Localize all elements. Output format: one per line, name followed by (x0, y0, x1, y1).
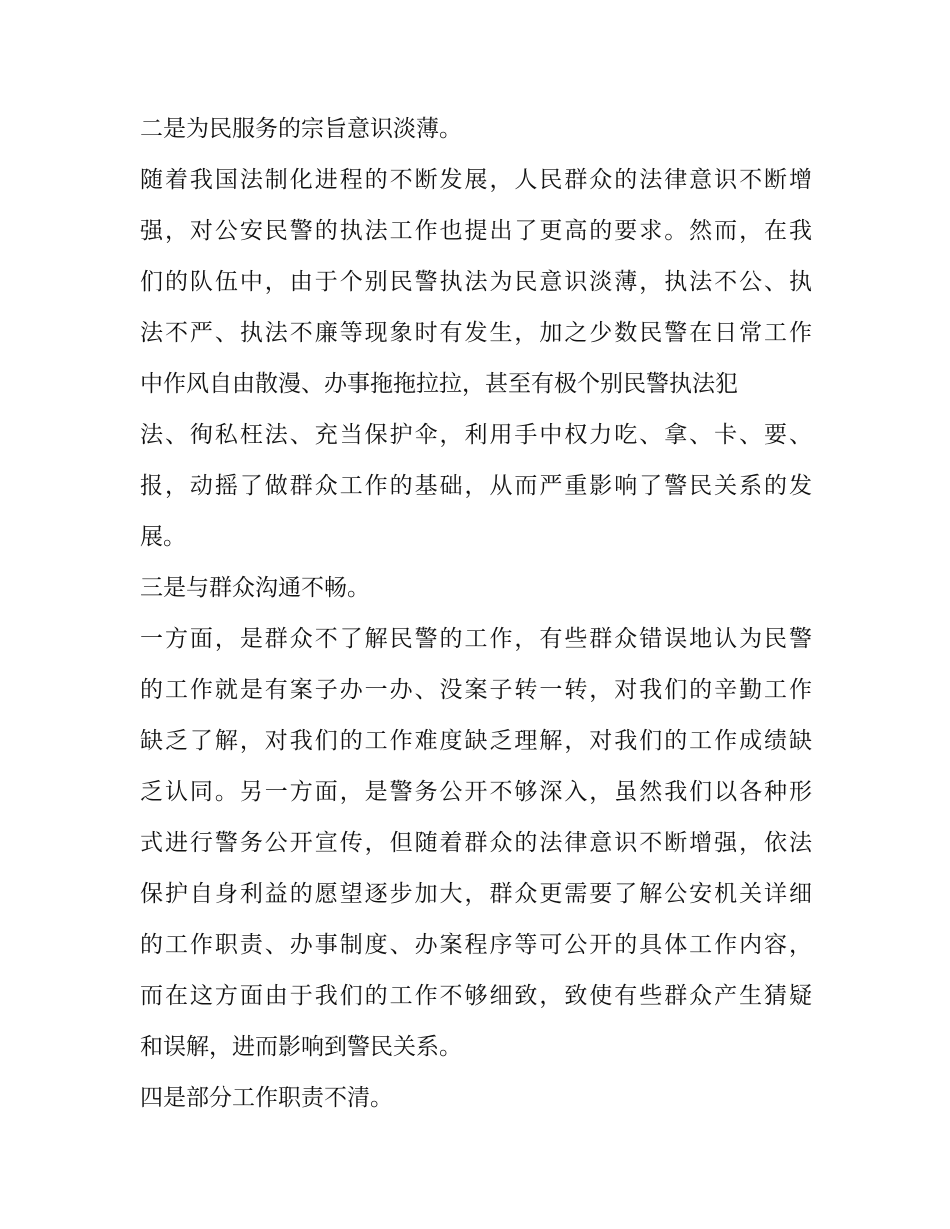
text-line: 的工作就是有案子办一办、没案子转一转，对我们的辛勤工作 (140, 677, 812, 703)
text-line: 四是部分工作职责不清。 (140, 1085, 393, 1111)
text-line: 中作风自由散漫、办事拖拖拉拉，甚至有极个别民警执法犯 (140, 371, 738, 397)
text-line: 式进行警务公开宣传，但随着群众的法律意识不断增强，依法 (140, 830, 812, 856)
text-line: 一方面，是群众不了解民警的工作，有些群众错误地认为民警 (140, 626, 812, 652)
heading-two (140, 104, 812, 155)
text-line: 保护自身利益的愿望逐步加大，群众更需要了解公安机关详细 (140, 881, 812, 907)
heading-three (140, 563, 812, 614)
text-line: 随着我国法制化进程的不断发展，人民群众的法律意识不断增 (140, 167, 812, 193)
document-body (140, 104, 812, 1124)
text-line: 三是与群众沟通不畅。 (140, 575, 370, 601)
text-line: 展。 (140, 524, 186, 550)
text-line: 法、徇私枉法、充当保护伞，利用手中权力吃、拿、卡、要、 (140, 422, 812, 448)
text-line: 和误解，进而影响到警民关系。 (140, 1034, 462, 1060)
text-line: 二是为民服务的宗旨意识淡薄。 (140, 116, 462, 142)
text-line: 法不严、执法不廉等现象时有发生，加之少数民警在日常工作 (140, 320, 812, 346)
text-line: 们的队伍中，由于个别民警执法为民意识淡薄，执法不公、执 (140, 269, 812, 295)
text-line: 缺乏了解，对我们的工作难度缺乏理解，对我们的工作成绩缺 (140, 728, 812, 754)
text-line: 而在这方面由于我们的工作不够细致，致使有些群众产生猜疑 (140, 983, 812, 1009)
text-line: 强，对公安民警的执法工作也提出了更高的要求。然而，在我 (140, 218, 812, 244)
text-line: 的工作职责、办事制度、办案程序等可公开的具体工作内容， (140, 932, 812, 958)
text-line: 乏认同。另一方面，是警务公开不够深入，虽然我们以各种形 (140, 779, 812, 805)
heading-four (140, 1073, 812, 1124)
text-line: 报，动摇了做群众工作的基础，从而严重影响了警民关系的发 (140, 473, 812, 499)
paragraph-communication (140, 614, 812, 1073)
paragraph-service-awareness (140, 155, 812, 563)
